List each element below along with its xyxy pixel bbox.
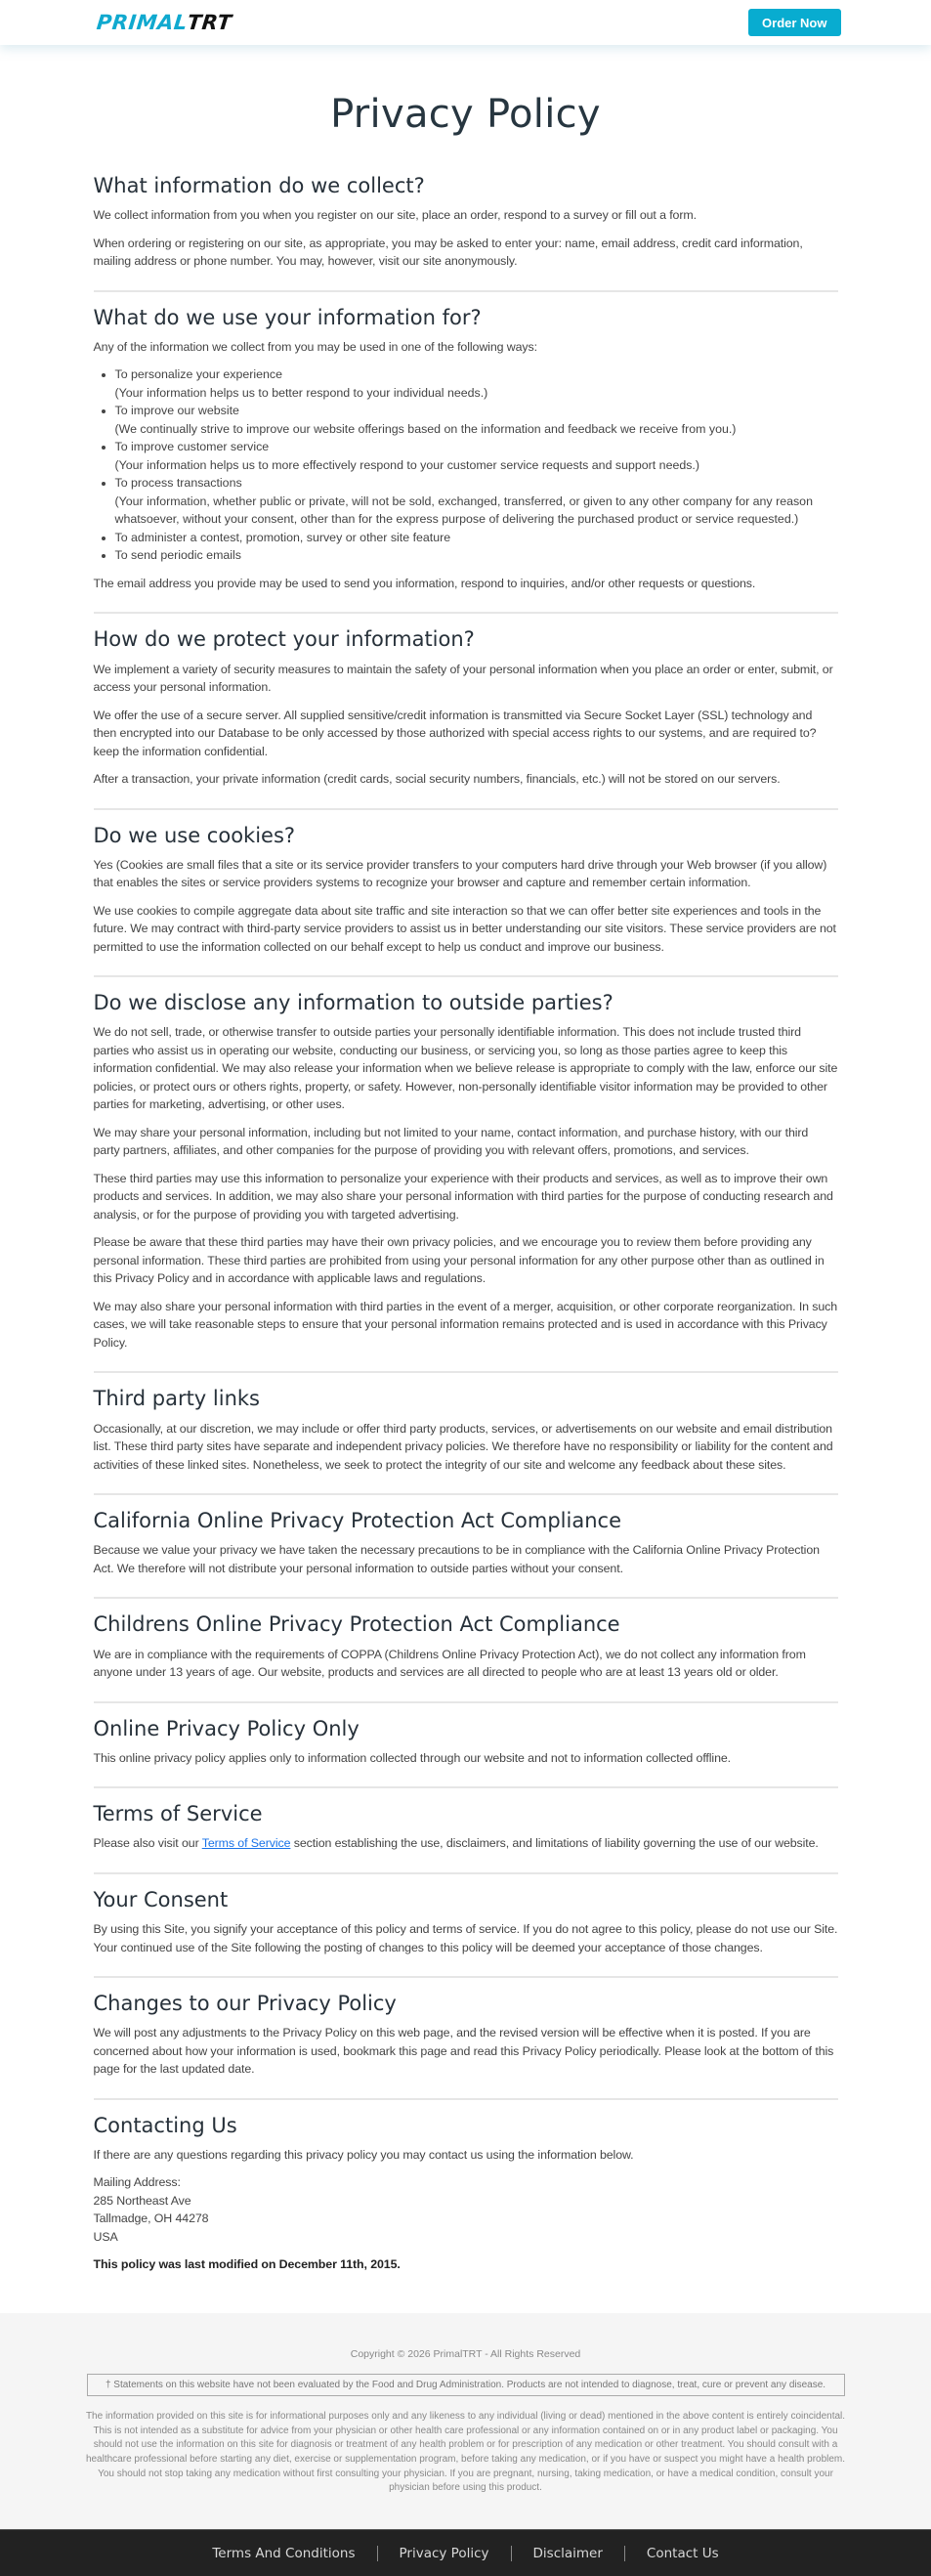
list-item-main: To administer a contest, promotion, survey or other site feature [114,530,451,544]
primaltrt-logo[interactable] [95,11,233,34]
site-header [0,0,931,45]
paragraph: Because we value your privacy we have taken the necessary precautions to be in compliance with the California Online Privacy Protection Act. We therefore will not distribute your personal information to outside parties without your consent. [93,1543,820,1575]
section-heading: What do we use your information for? [93,305,482,329]
list-item [115,365,838,402]
paragraph: Occasionally, at our discretion, we may include or offer third party products, services, or advertisements on our website and email distribution list. These third party sites have separate and independent privacy policies. We therefore have no responsibility or liability for the content and activities of these linked sites. Nonetheless, we seek to protect the integrity of our site and welcome any feedback about these sites. [93,1421,833,1472]
section-california [94,1509,838,1599]
paragraph: We offer the use of a secure server. All supplied sensitive/credit information is transmitted via Secure Socket Layer (SSL) technology and then encrypted into our Database to be only accessed by those authorized with special access rights to our systems, and are required to?keep the information confidential. [93,708,817,758]
paragraph: We use cookies to compile aggregate data about site traffic and site interaction so that we can offer better site experiences and tools in the future. We may contract with third-party service providers to assist us in better understanding our site visitors. These service providers are not permitted to use the information collected on our behalf except to help us conduct and improve our business. [93,903,836,954]
section-consent [94,1888,838,1978]
list-item-main: To personalize your experience [114,367,283,382]
paragraph: These third parties may use this information to personalize your experience with their products and services, as well as to improve their own products and services. In addition, we may also share your personal information with third parties for the purpose of conducting research and analysis, or for the purpose of providing you with targeted advertising. [93,1171,833,1222]
paragraph: By using this Site, you signify your acceptance of this policy and terms of service. If you do not agree to this policy, please do not use our Site. Your continued use of the Site following the posting of changes to this policy will be deemed your acceptance of those changes. [93,1922,838,1954]
paragraph: We implement a variety of security measures to maintain the safety of your personal information when you place an order or enter, submit, or access your personal information. [93,662,833,695]
section-changes [94,1992,838,2100]
paragraph: We may also share your personal information with third parties in the event of a merger, acquisition, or other corporate reorganization. In such cases, we will take reasonable steps to ensure that your personal information remains protected and is used in accordance with this Privacy Policy. [93,1299,838,1350]
section-heading: Childrens Online Privacy Protection Act Compliance [93,1612,620,1637]
footer-link-terms[interactable]: Terms And Conditions [212,2545,356,2561]
section-heading: Do we use cookies? [93,823,296,847]
section-heading: Terms of Service [93,1802,263,1826]
terms-text-before: Please also visit our [93,1836,202,1851]
section-online-only [94,1717,838,1789]
paragraph: We are in compliance with the requirements of COPPA (Childrens Online Privacy Protection Act), we do not collect any information from anyone under 13 years of age. Our website, products and services are all directed to people who are at least 13 years old or older. [93,1647,806,1679]
list-item-sub: (We continually strive to improve our website offerings based on the information and feedback we receive from you.) [114,421,737,436]
order-now-button[interactable]: Order Now [748,9,840,36]
section-terms [94,1802,838,1874]
privacy-policy-content [94,45,838,2294]
paragraph: We may share your personal information, including but not limited to your name, contact information, and purchase history, with our third party partners, affiliates, and other companies for the purpose of providing you with relevant offers, promotions, and services. [93,1125,809,1158]
paragraph: Yes (Cookies are small files that a site or its service provider transfers to your computers hard drive through your Web browser (if you allow) that enables the sites or service providers systems to recognize your browser and capture and remember certain information. [93,857,827,890]
paragraph: We do not sell, trade, or otherwise transfer to outside parties your personally identifiable information. This does not include trusted third parties who assist us in operating our website, conducting our business, or servicing you, so long as those parties agree to keep this information confidential. We may also release your information when we believe release is appropriate to comply with the law, enforce our site policies, or protect ours or others rights, property, or safety. However, non-personally identifiable visitor information may be provided to other parties for marketing, advertising, or other uses. [93,1025,838,1112]
page-title: Privacy Policy [330,92,601,137]
terms-text-after: section establishing the use, disclaimers, and limitations of liability governing the use of our website. [290,1836,819,1851]
address-line: Tallmadge, OH 44278 [93,2211,209,2226]
terms-of-service-link[interactable]: Terms of Service [201,1836,291,1851]
section-protect [94,627,838,809]
paragraph: If there are any questions regarding this privacy policy you may contact us using the information below. [93,2147,634,2162]
section-heading: Do we disclose any information to outside parties? [93,991,614,1015]
section-heading: Online Privacy Policy Only [93,1716,360,1740]
footer-link-contact[interactable]: Contact Us [646,2545,719,2561]
section-heading: California Online Privacy Protection Act Compliance [93,1509,621,1533]
section-heading: What information do we collect? [93,174,425,197]
section-third-party-links [94,1387,838,1495]
section-heading: Changes to our Privacy Policy [93,1992,397,2016]
list-item-sub: (Your information helps us to more effectively respond to your customer service requests and support needs.) [114,457,700,472]
list-item [115,402,838,438]
list-item [115,438,838,474]
paragraph: When ordering or registering on our site, as appropriate, you may be asked to enter your: name, email address, credit card information, mailing address or phone number. You may, however, visit our site anonymously. [93,236,803,269]
paragraph: We will post any adjustments to the Privacy Policy on this web page, and the revised version will be effective when it is posted. If you are concerned about how your information is used, bookmark this page and read this Privacy Policy periodically. Please look at the bottom of this page for the last updated date. [93,2026,834,2077]
copyright-text: Copyright © 2026 PrimalTRT - All Rights Reserved [350,2347,581,2360]
section-collect [94,174,838,292]
paragraph: The email address you provide may be used to send you information, respond to inquiries, and/or other requests or questions. [93,576,756,590]
section-use [94,306,838,615]
section-childrens [94,1612,838,1702]
section-heading: Your Consent [93,1887,229,1911]
medical-disclaimer: The information provided on this site is for informational purposes only and any likeness to any individual (living or dead) mentioned in the above content is entirely coincidental. This is not intended as a substitute for advice from your physician or other health care professional or any information contained on or in any product label or packaging. You should not use the information on this site for diagnosis or treatment of any health problem or for prescription of any medication or other treatment. You should consult with a healthcare professional before starting any diet, exercise or supplementation program, before taking any medication, or if you have or suspect you might have a health problem. You should not stop taking any medication without first consulting your physician. If you are pregnant, nursing, taking medication, or have a medical condition, consult your physician before using this product. [85,2410,846,2494]
footer-link-disclaimer[interactable]: Disclaimer [532,2545,603,2561]
address-line: Mailing Address: [93,2175,181,2190]
list-item-main: To improve our website [114,404,239,418]
address-line: USA [93,2229,118,2244]
site-footer [0,2313,931,2576]
list-item [115,529,838,547]
section-heading: Contacting Us [93,2113,237,2137]
section-heading: How do we protect your information? [93,627,475,652]
footer-nav [0,2529,931,2576]
section-heading: Third party links [93,1387,260,1411]
list-item [115,474,838,529]
last-modified-note: This policy was last modified on December 11th, 2015. [93,2257,401,2272]
list-item-sub: (Your information helps us to better respond to your individual needs.) [114,385,488,400]
paragraph [94,1834,838,1853]
paragraph: Any of the information we collect from you may be used in one of the following ways: [93,339,537,354]
mailing-address [94,2173,838,2246]
section-disclose [94,991,838,1373]
footer-link-privacy[interactable]: Privacy Policy [399,2545,489,2561]
usage-list [115,365,838,565]
paragraph: After a transaction, your private information (credit cards, social security numbers, financials, etc.) will not be stored on our servers. [93,772,781,787]
paragraph: We collect information from you when you register on our site, place an order, respond to a survey or fill out a form. [93,208,697,223]
section-cookies [94,824,838,978]
list-item-main: To send periodic emails [114,548,241,563]
fda-statement: † Statements on this website have not been evaluated by the Food and Drug Administration. Products are not intended to diagnose, treat, cure or prevent any disease. [87,2374,845,2396]
paragraph: This online privacy policy applies only to information collected through our website and not to information collected offline. [93,1750,732,1765]
footer-info [0,2313,931,2529]
address-line: 285 Northeast Ave [93,2193,191,2208]
section-contact [94,2114,838,2294]
paragraph: Please be aware that these third parties may have their own privacy policies, and we encourage you to review them before providing any personal information. These third parties are prohibited from using your personal information for any other purpose other than as outlined in this Privacy Policy and in accordance with applicable laws and regulations. [93,1235,825,1286]
logo-trt-text: TRT [186,11,233,34]
list-item-sub: (Your information, whether public or private, will not be sold, exchanged, transferred, or given to any other company for any reason whatsoever, without your consent, other than for the express purpose of delivering the purchased product or service requested.) [114,494,813,527]
logo-primal-text: PRIMAL [95,11,189,34]
list-item [115,546,838,565]
list-item-main: To process transactions [114,476,242,491]
list-item-main: To improve customer service [114,440,270,454]
